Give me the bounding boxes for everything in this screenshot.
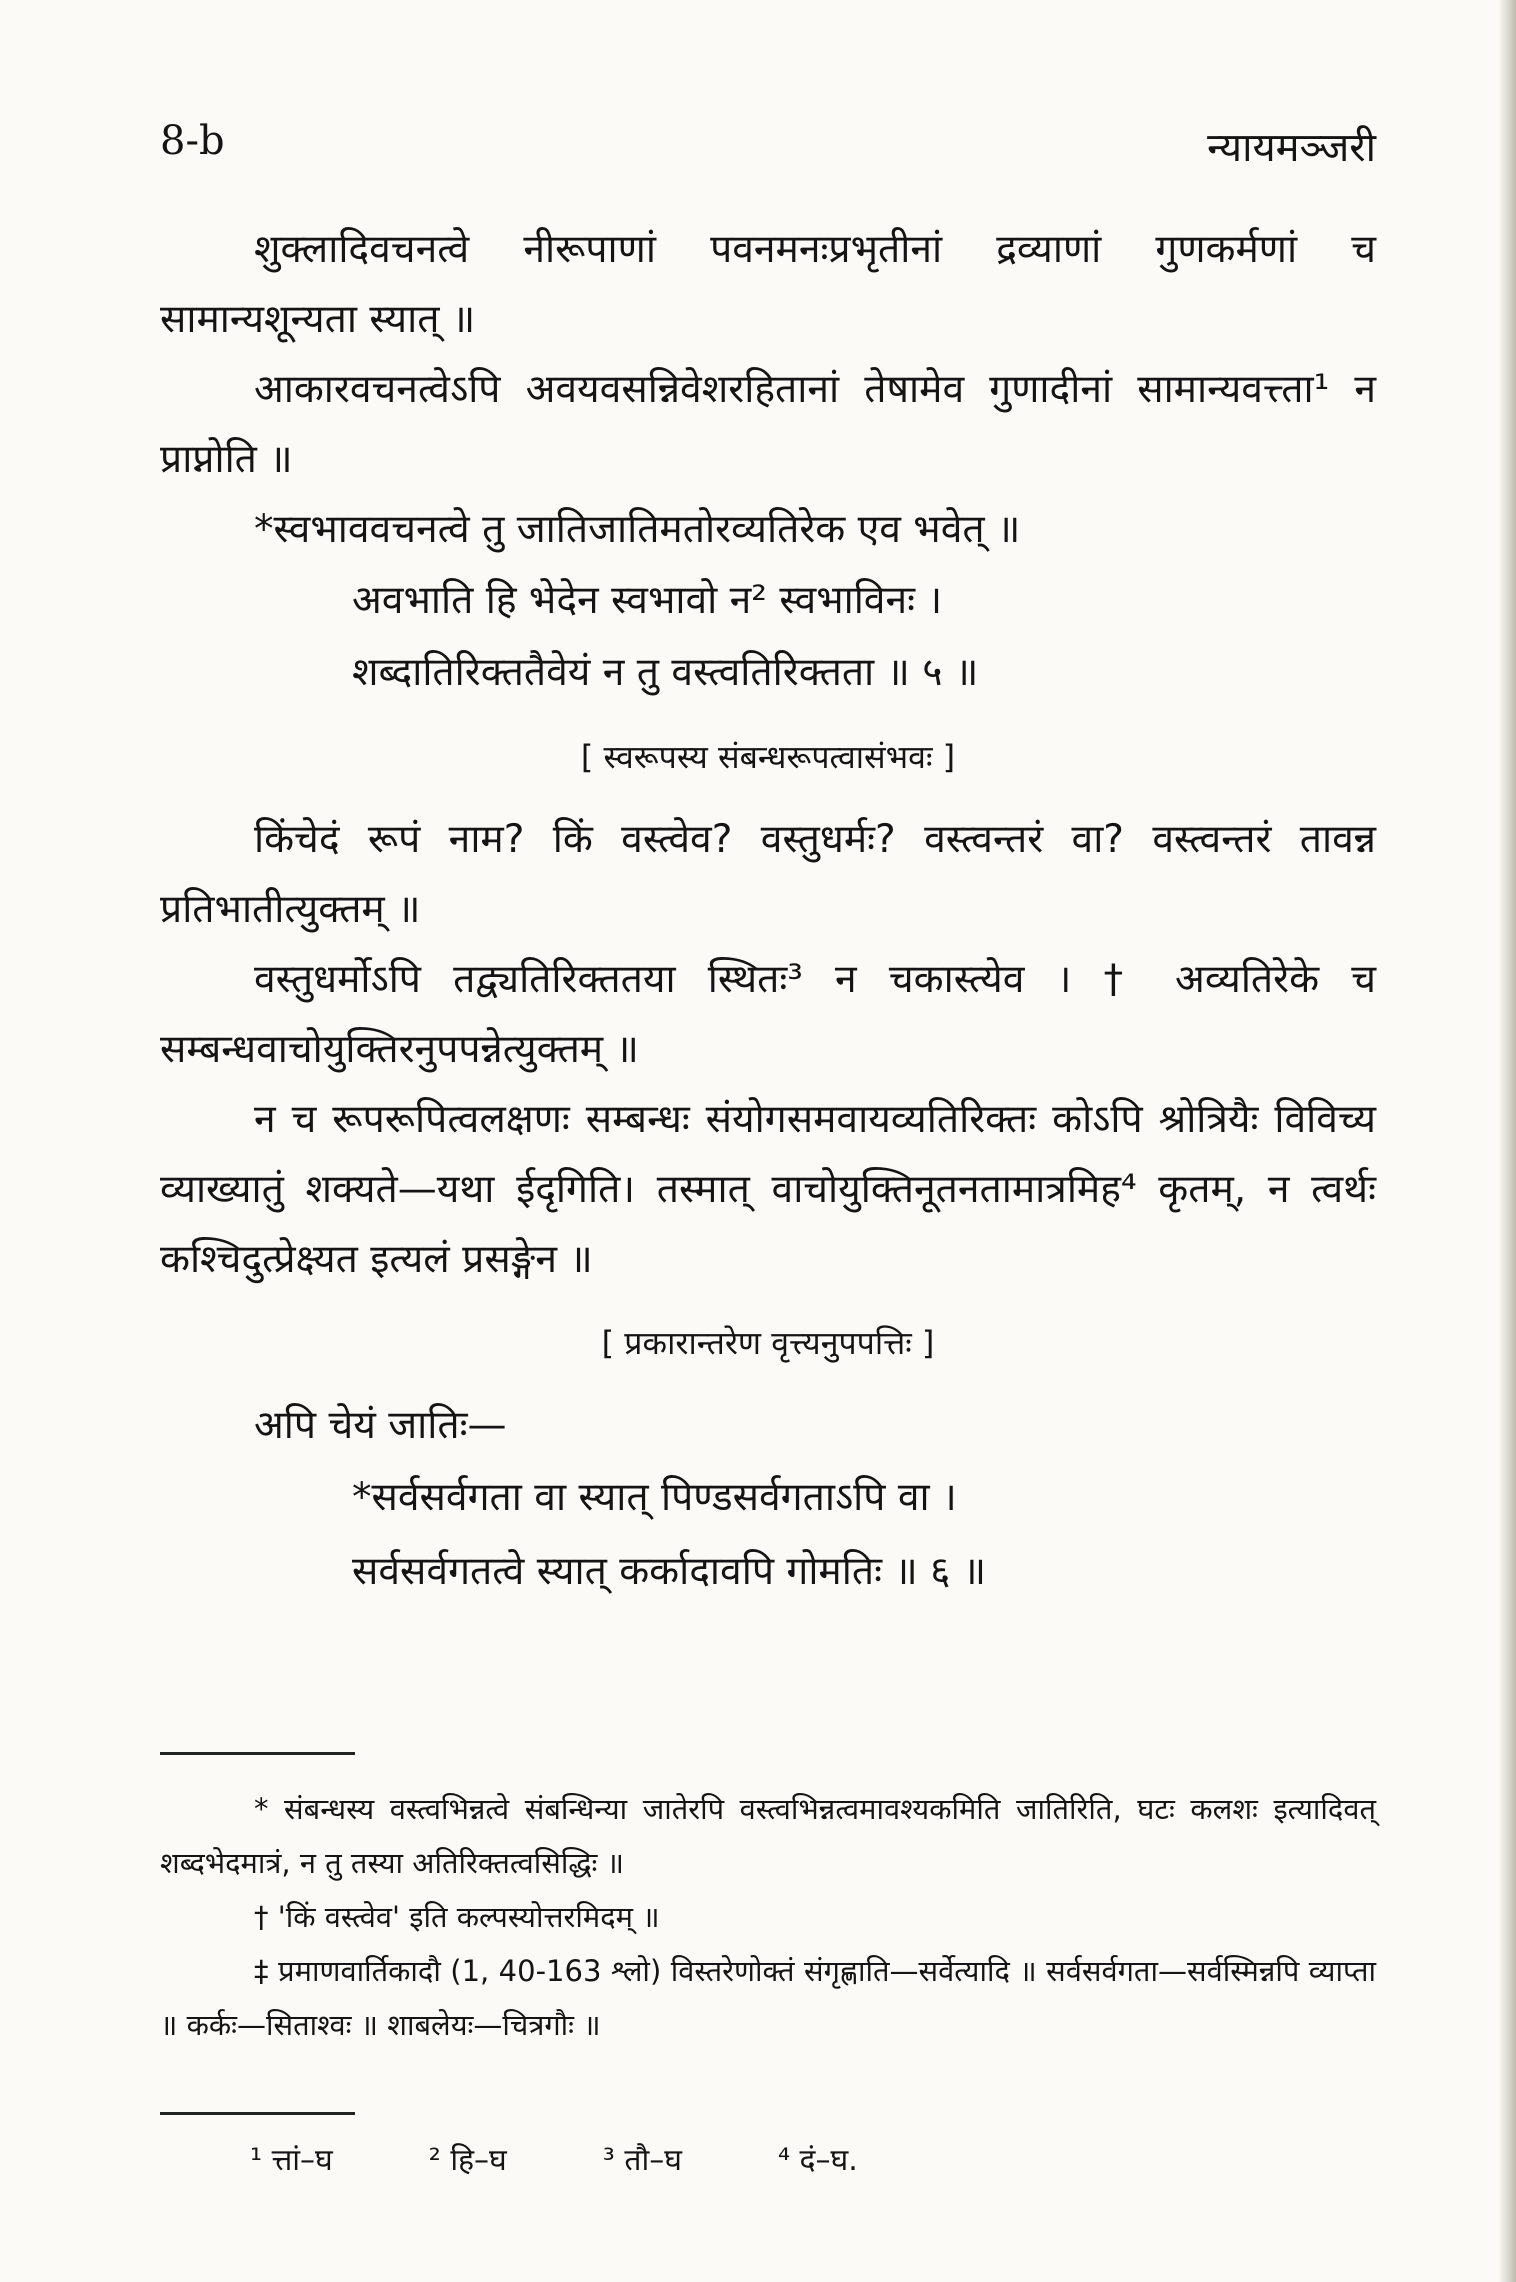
- variant-note-3: ³ तौ–घ: [602, 2143, 682, 2178]
- page-edge: [1498, 0, 1516, 2282]
- verse-6-line-1: *सर्वसर्वगता वा स्यात् पिण्डसर्वगताऽपि वा ।: [352, 1475, 957, 1520]
- running-title: न्यायमञ्जरी: [1207, 125, 1376, 171]
- paragraph-4: किंचेदं रूपं नाम? किं वस्त्वेव? वस्तुधर्मः? वस्त्वन्तरं वा? वस्त्वन्तरं तावन्न प्रतिभातीत्युक्तम् ॥: [160, 817, 1376, 932]
- footnote-double-dagger: ‡ प्रमाणवार्तिकादौ (1, 40-163 श्लो) विस्तरेणोक्तं संगृह्णाति—सर्वेत्यादि ॥ सर्वसर्वगता—सर्वस्मिन्नपि व्याप्ता ॥ कर्कः—सिताश्वः ॥ शाबलेयः—चित्रगौः ॥: [160, 1954, 1376, 2042]
- verse-6-line-2: सर्वसर्वगतत्वे स्यात् कर्कादावपि गोमतिः ॥ ६ ॥: [352, 1549, 987, 1594]
- paragraph-6: न च रूपरूपित्वलक्षणः सम्बन्धः संयोगसमवायव्यतिरिक्तः कोऽपि श्रोत्रियैः विविच्य व्याख्यातुं शक्यते—यथा ईदृगिति। तस्मात् वाचोयुक्तिनूतनतामात्रमिह⁴ कृतम्, न त्वर्थः कश्चिदुत्प्रेक्ष्यत इत्यलं प्रसङ्गेन ॥: [160, 1097, 1376, 1282]
- intro-line: अपि चेयं जातिः—: [254, 1403, 507, 1448]
- main-text: [160, 215, 1376, 1609]
- verse-5-line-1: अवभाति हि भेदेन स्वभावो न² स्वभाविनः ।: [352, 578, 943, 623]
- section-heading-1: [ स्वरूपस्य संबन्धरूपत्वासंभवः ]: [580, 738, 956, 776]
- paragraph-2: आकारवचनत्वेऽपि अवयवसन्निवेशरहितानां तेषामेव गुणादीनां सामान्यवत्त्ता¹ न प्राप्नोति ॥: [160, 367, 1376, 482]
- footnote-dagger: † 'किं वस्त्वेव' इति कल्पस्योत्तरमिदम् ॥: [254, 1900, 660, 1934]
- footnotes: [160, 1782, 1376, 2052]
- paragraph-1: शुक्लादिवचनत्वे नीरूपाणां पवनमनःप्रभृतीनां द्रव्याणां गुणकर्मणां च सामान्यशून्यता स्यात् ॥: [160, 227, 1376, 342]
- verse-5-line-2: शब्दातिरिक्ततैवेयं न तु वस्त्वतिरिक्तता ॥ ५ ॥: [352, 650, 979, 695]
- page-number: 8-b: [160, 118, 225, 164]
- variant-note-2: ² हि–घ: [428, 2143, 507, 2178]
- section-heading-2: [ प्रकारान्तरेण वृत्त्यनुपपत्तिः ]: [601, 1324, 935, 1362]
- variant-note-4: ⁴ दं–घ.: [777, 2143, 858, 2178]
- footnote-divider: [160, 1752, 355, 1755]
- paragraph-3: *स्वभाववचनत्वे तु जातिजातिमतोरव्यतिरेक एव भवेत् ॥: [254, 507, 1021, 552]
- variant-readings: [250, 2138, 858, 2179]
- footnote-star: * संबन्धस्य वस्त्वभिन्नत्वे संबन्धिन्या जातेरपि वस्त्वभिन्नत्वमावश्यकमिति जातिरिति, घटः कलशः इत्यादिवत् शब्दभेदमात्रं, न तु तस्या अतिरिक्तत्वसिद्धिः ॥: [160, 1792, 1376, 1880]
- page-header: [160, 118, 1376, 178]
- variant-note-1: ¹ त्तां–घ: [250, 2143, 333, 2178]
- paragraph-5: वस्तुधर्मोऽपि तद्व्यतिरिक्ततया स्थितः³ न चकास्त्येव । † अव्यतिरेके च सम्बन्धवाचोयुक्तिरनुपपन्नेत्युक्तम् ॥: [160, 957, 1376, 1072]
- variant-divider: [160, 2112, 355, 2115]
